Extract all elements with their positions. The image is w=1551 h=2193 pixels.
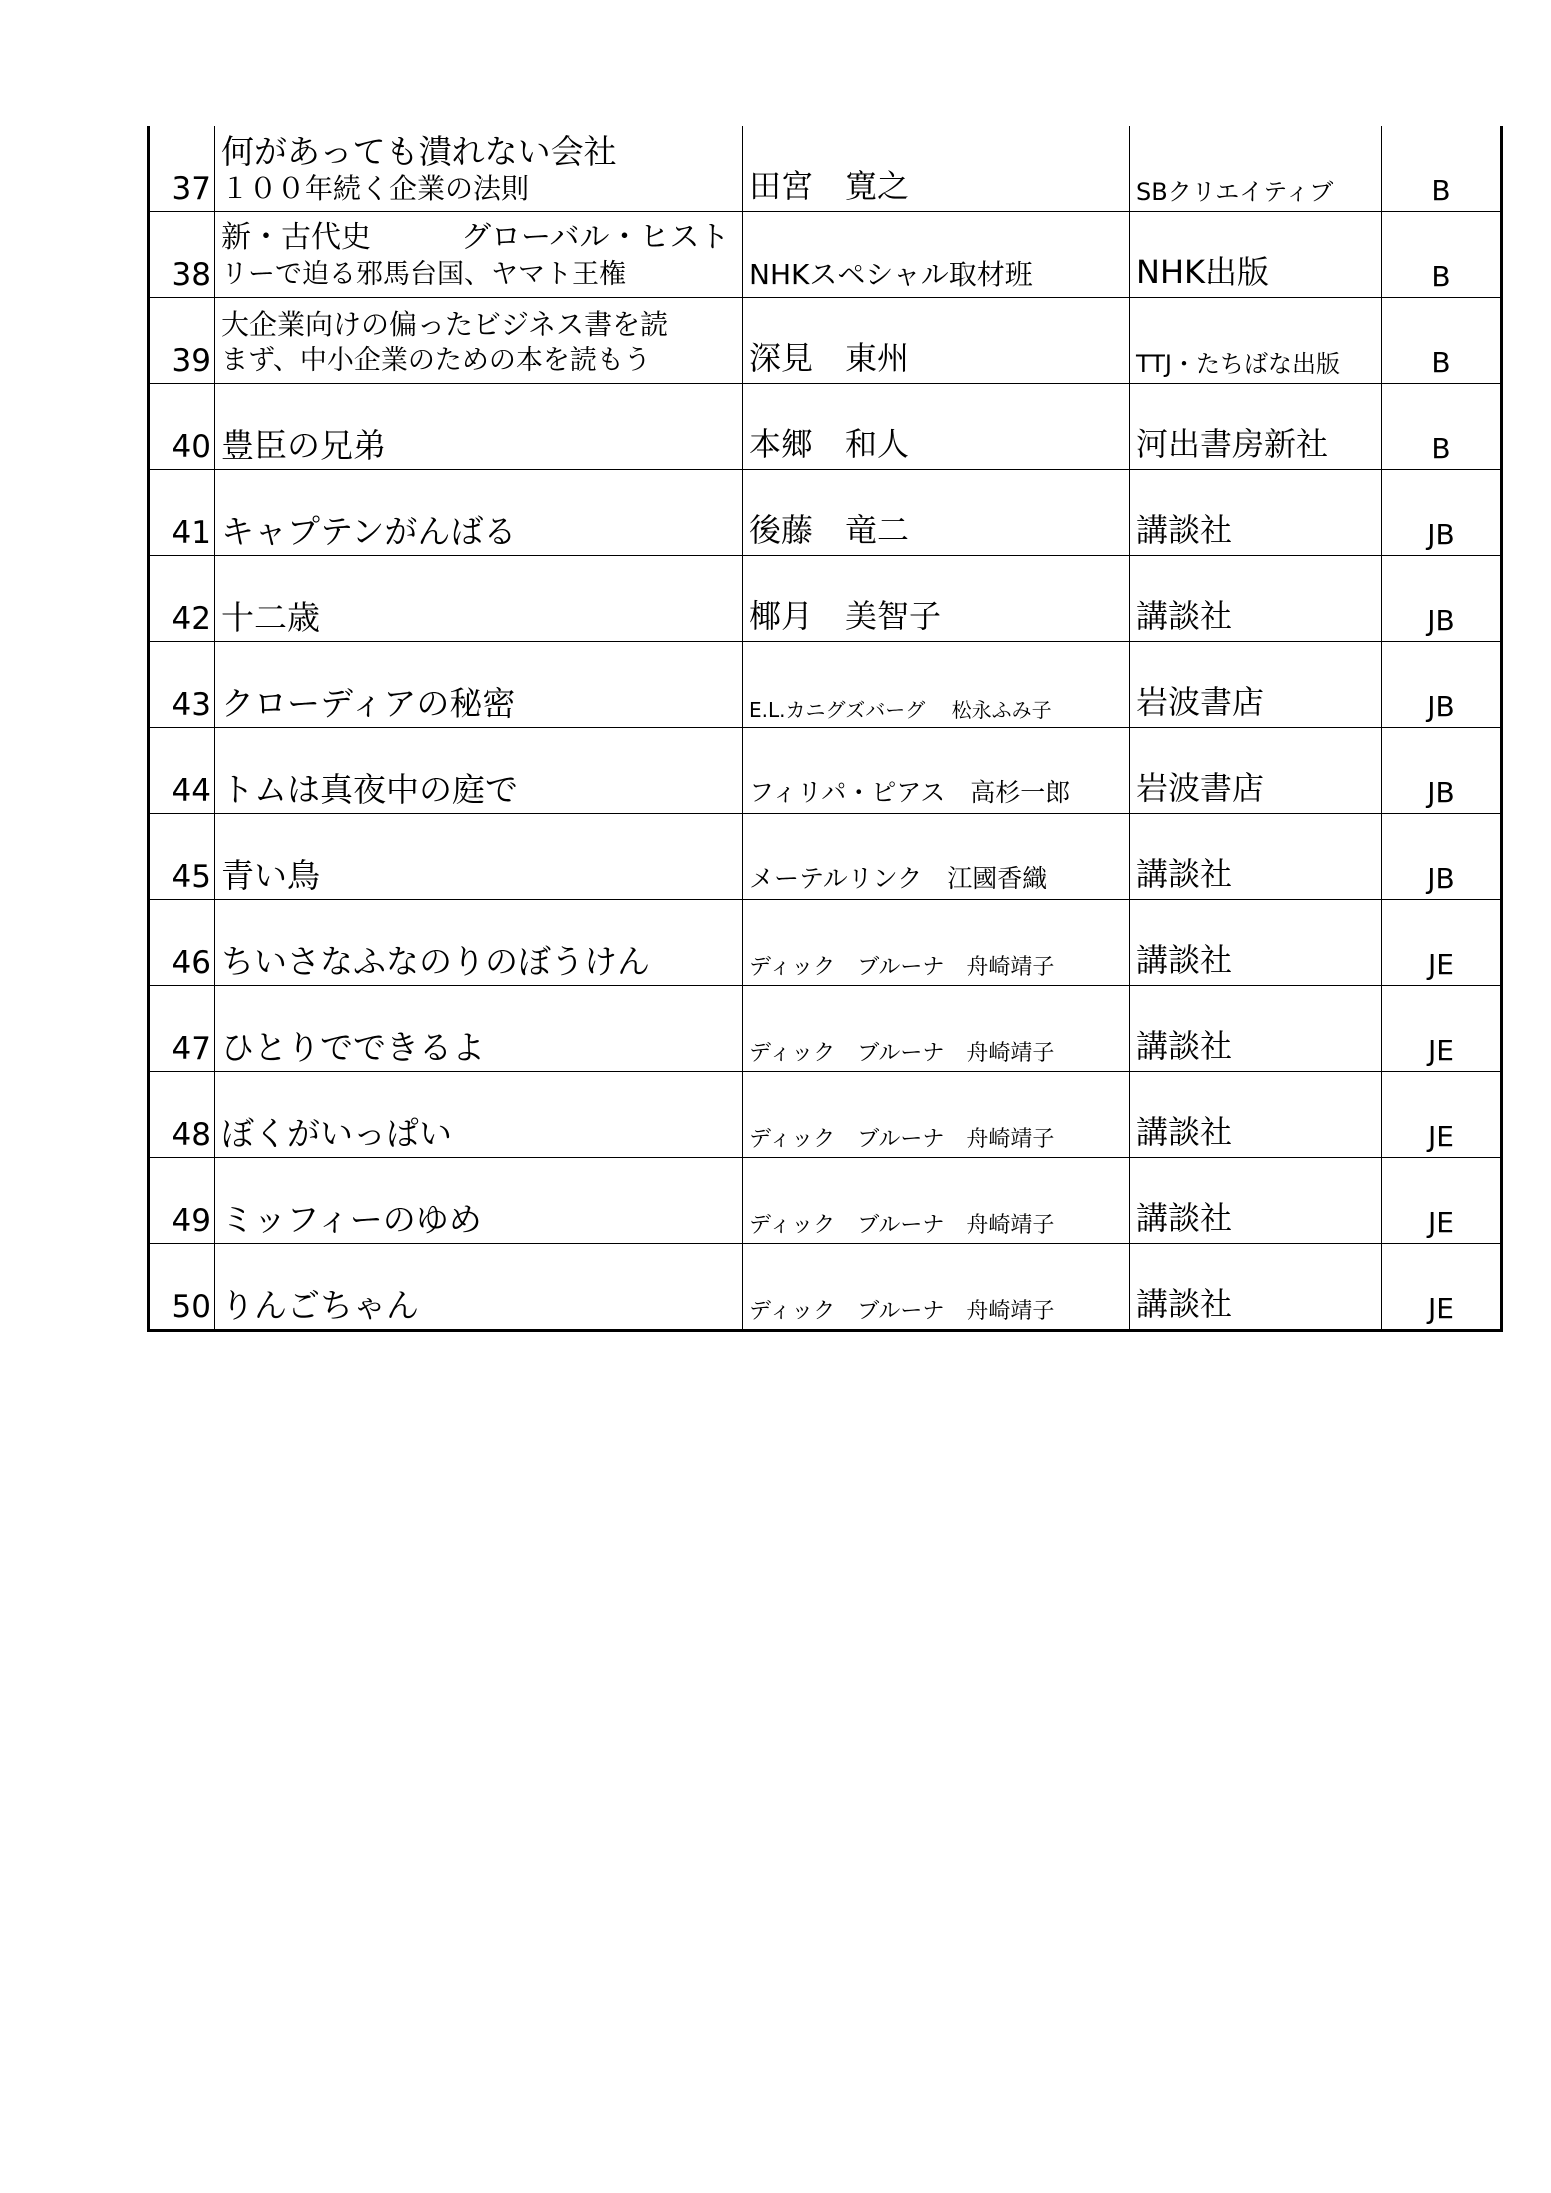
book-author-text: 本郷 和人 (749, 425, 910, 463)
row-number: 39 (149, 298, 215, 384)
book-author (743, 728, 1130, 814)
row-number: 37 (149, 126, 215, 212)
book-author-text: ディック ブルーナ 舟崎靖子 (749, 955, 1055, 980)
book-title (215, 298, 743, 384)
table-row (149, 728, 1502, 814)
table-row (149, 556, 1502, 642)
row-number: 41 (149, 470, 215, 556)
row-number: 50 (149, 1244, 215, 1331)
book-title-text: キャプテンがんばる (221, 512, 517, 551)
book-title-text: りんごちゃん (221, 1286, 419, 1325)
book-title-text: 青い鳥 (221, 856, 320, 895)
book-publisher (1130, 642, 1382, 728)
book-publisher (1130, 384, 1382, 470)
book-code: B (1382, 384, 1502, 470)
table-row (149, 384, 1502, 470)
book-author-text: ディック ブルーナ 舟崎靖子 (749, 1127, 1055, 1152)
book-title-line1: 何があっても潰れない会社 (221, 132, 617, 171)
book-title-line1: 大企業向けの偏ったビジネス書を読 (221, 308, 669, 341)
book-author-text: 田宮 寛之 (749, 167, 910, 205)
row-number: 40 (149, 384, 215, 470)
book-code: B (1382, 126, 1502, 212)
table-row (149, 126, 1502, 212)
book-title (215, 556, 743, 642)
book-publisher-text: 講談社 (1136, 511, 1233, 549)
book-title-text: 豊臣の兄弟 (221, 426, 386, 465)
book-publisher-text: 講談社 (1136, 941, 1233, 979)
book-author (743, 900, 1130, 986)
book-list-table (147, 126, 1503, 1332)
book-publisher (1130, 556, 1382, 642)
book-author (743, 1158, 1130, 1244)
book-code: JB (1382, 642, 1502, 728)
table-row (149, 1072, 1502, 1158)
book-title (215, 900, 743, 986)
book-title-text: 十二歳 (221, 598, 320, 637)
book-publisher-text: 講談社 (1136, 1199, 1233, 1237)
table-row (149, 470, 1502, 556)
book-publisher (1130, 212, 1382, 298)
table-row (149, 986, 1502, 1072)
book-author-text: 椰月 美智子 (749, 597, 942, 635)
book-author-text: メーテルリンク 江國香織 (749, 864, 1048, 893)
book-author (743, 384, 1130, 470)
book-publisher (1130, 814, 1382, 900)
book-publisher (1130, 1072, 1382, 1158)
book-code: JE (1382, 1072, 1502, 1158)
book-author (743, 556, 1130, 642)
book-publisher (1130, 126, 1382, 212)
book-author-text: E.L.カニグズバーグ 松永ふみ子 (749, 698, 1052, 722)
book-title-text: ちいさなふなのりのぼうけん (221, 942, 650, 981)
book-code: JB (1382, 814, 1502, 900)
row-number: 43 (149, 642, 215, 728)
book-author (743, 1244, 1130, 1331)
book-code: B (1382, 298, 1502, 384)
book-title-text: ひとりでできるよ (221, 1028, 485, 1067)
book-title (215, 212, 743, 298)
book-author (743, 470, 1130, 556)
book-title (215, 1072, 743, 1158)
book-author-text: NHKスペシャル取材班 (749, 258, 1033, 291)
book-code: JE (1382, 1158, 1502, 1244)
book-title (215, 470, 743, 556)
book-title-text: トムは真夜中の庭で (221, 770, 518, 809)
book-author (743, 126, 1130, 212)
book-publisher-text: SBクリエイティブ (1136, 178, 1334, 206)
table-row (149, 298, 1502, 384)
row-number: 38 (149, 212, 215, 298)
book-publisher-text: 岩波書店 (1136, 683, 1265, 721)
book-publisher-text: 講談社 (1136, 1113, 1233, 1151)
row-number: 46 (149, 900, 215, 986)
book-author (743, 1072, 1130, 1158)
row-number: 45 (149, 814, 215, 900)
book-publisher-text: 講談社 (1136, 1285, 1233, 1323)
book-publisher-text: 講談社 (1136, 855, 1233, 893)
book-publisher-text: 河出書房新社 (1136, 425, 1329, 463)
table-row (149, 900, 1502, 986)
row-number: 42 (149, 556, 215, 642)
book-publisher (1130, 900, 1382, 986)
book-author (743, 642, 1130, 728)
book-author-text: ディック ブルーナ 舟崎靖子 (749, 1213, 1055, 1238)
book-code: B (1382, 212, 1502, 298)
book-code: JE (1382, 986, 1502, 1072)
book-author (743, 212, 1130, 298)
book-code: JE (1382, 900, 1502, 986)
table-row (149, 814, 1502, 900)
book-title (215, 728, 743, 814)
book-publisher (1130, 1244, 1382, 1331)
book-author (743, 986, 1130, 1072)
book-title-text: ぼくがいっぱい (221, 1114, 452, 1153)
book-title-line2: リーで迫る邪馬台国、ヤマト王権 (221, 259, 626, 290)
row-number: 49 (149, 1158, 215, 1244)
book-publisher-text: NHK出版 (1136, 253, 1269, 291)
book-author-text: 後藤 竜二 (749, 511, 910, 549)
book-title (215, 814, 743, 900)
book-title (215, 1158, 743, 1244)
row-number: 47 (149, 986, 215, 1072)
book-title (215, 642, 743, 728)
book-title-text: ミッフィーのゆめ (221, 1200, 482, 1239)
book-publisher (1130, 728, 1382, 814)
book-code: JB (1382, 728, 1502, 814)
book-publisher (1130, 1158, 1382, 1244)
book-publisher-text: TTJ・たちばな出版 (1136, 350, 1340, 378)
book-code: JB (1382, 470, 1502, 556)
table-row (149, 1244, 1502, 1331)
book-code: JB (1382, 556, 1502, 642)
book-author (743, 814, 1130, 900)
table-row (149, 642, 1502, 728)
book-title (215, 986, 743, 1072)
book-author-text: フィリパ・ピアス 高杉一郎 (749, 778, 1071, 807)
book-title-line1: 新・古代史 グローバル・ヒスト (221, 220, 730, 255)
book-author-text: 深見 東州 (749, 339, 910, 377)
book-publisher (1130, 986, 1382, 1072)
book-title (215, 1244, 743, 1331)
book-author (743, 298, 1130, 384)
book-author-text: ディック ブルーナ 舟崎靖子 (749, 1299, 1055, 1324)
row-number: 48 (149, 1072, 215, 1158)
book-publisher (1130, 470, 1382, 556)
book-publisher-text: 講談社 (1136, 1027, 1233, 1065)
row-number: 44 (149, 728, 215, 814)
table-row (149, 1158, 1502, 1244)
book-title-line2: １００年続く企業の法則 (221, 172, 530, 205)
table-row (149, 212, 1502, 298)
book-publisher-text: 岩波書店 (1136, 769, 1265, 807)
book-title (215, 126, 743, 212)
book-title-line2: まず、中小企業のための本を読もう (221, 345, 651, 376)
book-publisher-text: 講談社 (1136, 597, 1233, 635)
book-title-text: クローディアの秘密 (221, 684, 516, 723)
book-publisher (1130, 298, 1382, 384)
book-title (215, 384, 743, 470)
book-author-text: ディック ブルーナ 舟崎靖子 (749, 1041, 1055, 1066)
book-code: JE (1382, 1244, 1502, 1331)
